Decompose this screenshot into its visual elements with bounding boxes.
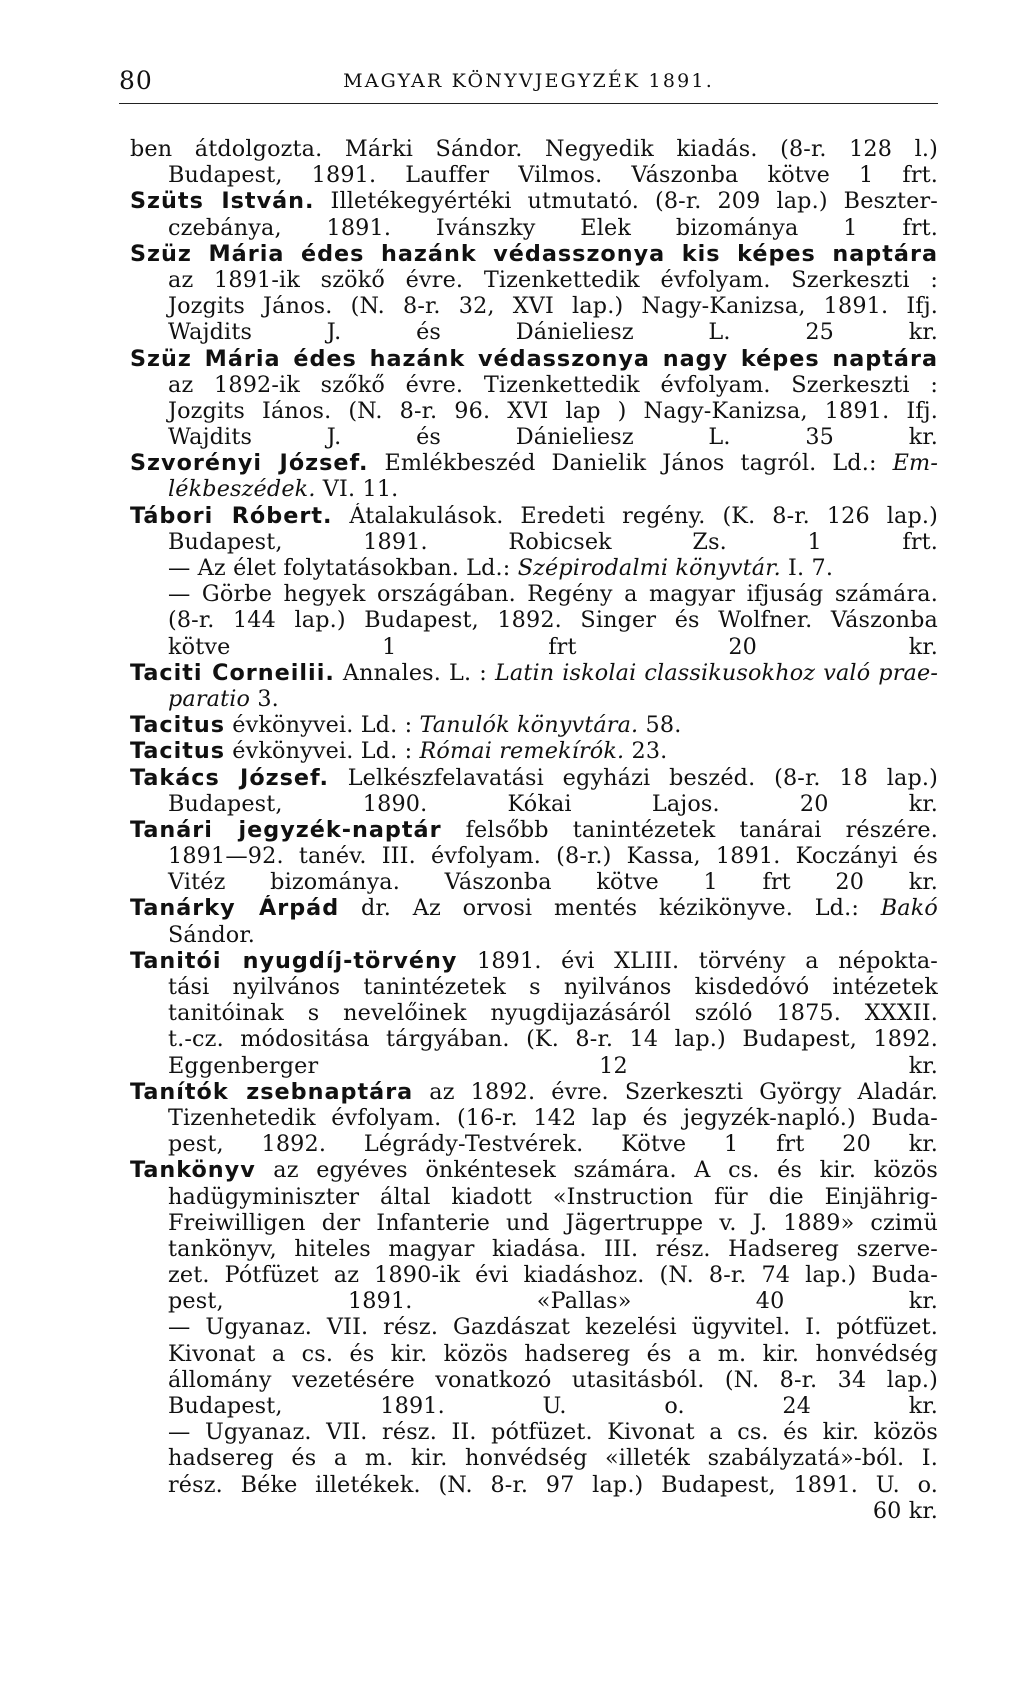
entry-heading: Takács József. <box>130 764 329 791</box>
entry-line: t.-cz. módositása tárgyában. (K. 8-r. 14 lap.) Budapest, 1892. <box>168 1026 938 1053</box>
entry-heading: Tankönyv <box>130 1157 256 1184</box>
entry-line: az 1892-ik szőkő évre. Tizenkettedik évfolyam. Szerkeszti : <box>168 371 938 398</box>
entry-line: — Az élet folytatásokban. Ld.: Szépirodalmi könyvtár. I. 7. <box>168 555 834 581</box>
entry-takacs: Takács József. Lelkészfelavatási egyházi beszéd. (8-r. 18 lap.) <box>130 764 938 791</box>
entry-line: Budapest, 1891. U. o. 24 kr. <box>168 1393 938 1419</box>
entry-line: rész. Béke illetékek. (N. 8-r. 97 lap.) Budapest, 1891. U. o. <box>168 1471 938 1498</box>
entry-line: hadügyminiszter által kiadott «Instruction für die Einjährig- <box>168 1183 938 1210</box>
entry-heading: Taciti Corneilii. <box>130 659 335 686</box>
entry-line: (8-r. 144 lap.) Budapest, 1892. Singer és Wolfner. Vászonba <box>168 607 938 634</box>
entry-line: 1891—92. tanév. III. évfolyam. (8-r.) Kassa, 1891. Koczányi és <box>168 843 938 870</box>
entry-line: Jozgits János. (N. 8-r. 32, XVI lap.) Nagy-Kanizsa, 1891. Ifj. <box>168 293 938 320</box>
entry-line: Wajdits J. és Dánieliesz L. 25 kr. <box>168 319 938 346</box>
entry-line: 60 kr. <box>872 1497 938 1524</box>
entry-szuts-istvan: Szüts István. Illetékegyértéki utmutató. (8-r. 209 lap.) Beszter- <box>130 188 938 215</box>
entry-line: hadsereg és a m. kir. honvédség «illeték szabályzatá»-ból. I. <box>168 1445 938 1472</box>
header-rule <box>119 103 938 104</box>
entry-line: lékbeszédek. VI. 11. <box>168 476 399 503</box>
running-head: MAGYAR KÖNYVJEGYZÉK 1891. <box>343 70 714 92</box>
entry-heading: Szüz Mária édes hazánk védasszonya kis képes naptára <box>130 240 938 267</box>
entry-line: az 1891-ik szökő évre. Tizenkettedik évfolyam. Szerkeszti : <box>168 266 938 293</box>
entry-line: állomány vezetésére vonatkozó utasitásból. (N. 8-r. 34 lap.) <box>168 1366 938 1393</box>
entry-line: Freiwilligen der Infanterie und Jägertruppe v. J. 1889» czimü <box>168 1209 938 1236</box>
entry-tacitus-2: Tacitus évkönyvei. Ld. : Római remekírók. 23. <box>130 738 668 765</box>
entry-line: tankönyv, hiteles magyar kiadása. III. rész. Hadsereg szerve- <box>168 1235 938 1262</box>
entry-line: zet. Pótfüzet az 1890-ik évi kiadáshoz. (N. 8-r. 74 lap.) Buda- <box>168 1262 938 1289</box>
entry-line: Budapest, 1891. Robicsek Zs. 1 frt. <box>168 528 938 555</box>
entry-taciti: Taciti Corneilii. Annales. L. : Latin iskolai classikusokhoz való prae- <box>130 659 938 686</box>
entry-line: kötve 1 frt 20 kr. <box>168 633 938 660</box>
entry-tanarky: Tanárky Árpád dr. Az orvosi mentés kézikönyve. Ld.: Bakó <box>130 895 938 922</box>
bibliography-column <box>130 136 938 1524</box>
entry-line: Kivonat a cs. és kir. közös hadsereg és a m. kir. honvédség <box>168 1340 938 1367</box>
entry-line: czebánya, 1891. Ivánszky Elek bizománya 1 frt. <box>168 214 938 241</box>
entry-heading: Tanítók zsebnaptára <box>130 1078 414 1105</box>
entry-heading: Szüts István. <box>130 188 315 215</box>
page-header <box>119 62 938 96</box>
entry-tabori-robert: Tábori Róbert. Átalakulások. Eredeti regény. (K. 8-r. 126 lap.) <box>130 502 938 529</box>
entry-heading: Szüz Mária édes hazánk védasszonya nagy képes naptára <box>130 345 938 372</box>
entry-line: tanitóinak s nevelőinek nyugdijazásáról szóló 1875. XXXII. <box>168 1000 938 1027</box>
entry-line: — Ugyanaz. VII. rész. II. pótfüzet. Kivonat a cs. és kir. közös <box>168 1419 938 1446</box>
entry-line: — Ugyanaz. VII. rész. Gazdászat kezelési ügyvitel. I. pótfüzet. <box>168 1314 938 1341</box>
entry-szuz-maria-nagy <box>130 346 938 372</box>
entry-line: Sándor. <box>168 921 255 948</box>
entry-line: paratio 3. <box>168 685 279 712</box>
entry-heading: Tábori Róbert. <box>130 502 333 529</box>
entry-tankonyv: Tankönyv az egyéves önkéntesek számára. A cs. és kir. közös <box>130 1157 938 1184</box>
entry-line: — Görbe hegyek országában. Regény a magyar ifjuság számára. <box>168 581 938 608</box>
entry-line: Budapest, 1891. Lauffer Vilmos. Vászonba kötve 1 frt. <box>168 162 938 189</box>
entry-heading: Tacitus <box>130 738 226 765</box>
entry-line: Eggenberger 12 kr. <box>168 1052 938 1079</box>
page-number: 80 <box>119 66 153 95</box>
entry-szvorenyi: Szvorényi József. Emlékbeszéd Danielik János tagról. Ld.: Em- <box>130 450 938 477</box>
entry-line: Budapest, 1890. Kókai Lajos. 20 kr. <box>168 790 938 817</box>
entry-line: pest, 1891. «Pallas» 40 kr. <box>168 1288 938 1315</box>
entry-heading: Tanári jegyzék-naptár <box>130 816 442 843</box>
entry-tanitoi-nyugdij: Tanitói nyugdíj-törvény 1891. évi XLIII. törvény a népokta- <box>130 947 938 974</box>
entry-line: Vitéz bizománya. Vászonba kötve 1 frt 20 kr. <box>168 869 938 896</box>
entry-tanitok-zsebnaptara: Tanítók zsebnaptára az 1892. évre. Szerkeszti György Aladár. <box>130 1078 938 1105</box>
entry-tanari-jegyzek: Tanári jegyzék-naptár felsőbb tanintézetek tanárai részére. <box>130 816 938 843</box>
entry-tacitus-1: Tacitus évkönyvei. Ld. : Tanulók könyvtára. 58. <box>130 712 682 739</box>
entry-line: tási nyilvános tanintézetek s nyilvános kisdedóvó intézetek <box>168 974 938 1000</box>
entry-line: pest, 1892. Légrády-Testvérek. Kötve 1 frt 20 kr. <box>168 1131 938 1158</box>
entry-heading: Tanitói nyugdíj-törvény <box>130 947 458 974</box>
entry-line: Tizenhetedik évfolyam. (16-r. 142 lap és jegyzék-napló.) Buda- <box>168 1104 938 1131</box>
entry-heading: Tacitus <box>130 712 226 739</box>
entry-line: Wajdits J. és Dánieliesz L. 35 kr. <box>168 424 938 451</box>
entry-heading: Szvorényi József. <box>130 450 369 477</box>
entry-heading: Tanárky Árpád <box>130 895 340 922</box>
entry-line: Jozgits Iános. (N. 8-r. 96. XVI lap ) Nagy-Kanizsa, 1891. Ifj. <box>168 397 938 424</box>
entry-szuz-maria-kis <box>130 241 938 267</box>
entry-line: ben átdolgozta. Márki Sándor. Negyedik kiadás. (8-r. 128 l.) <box>130 136 938 162</box>
